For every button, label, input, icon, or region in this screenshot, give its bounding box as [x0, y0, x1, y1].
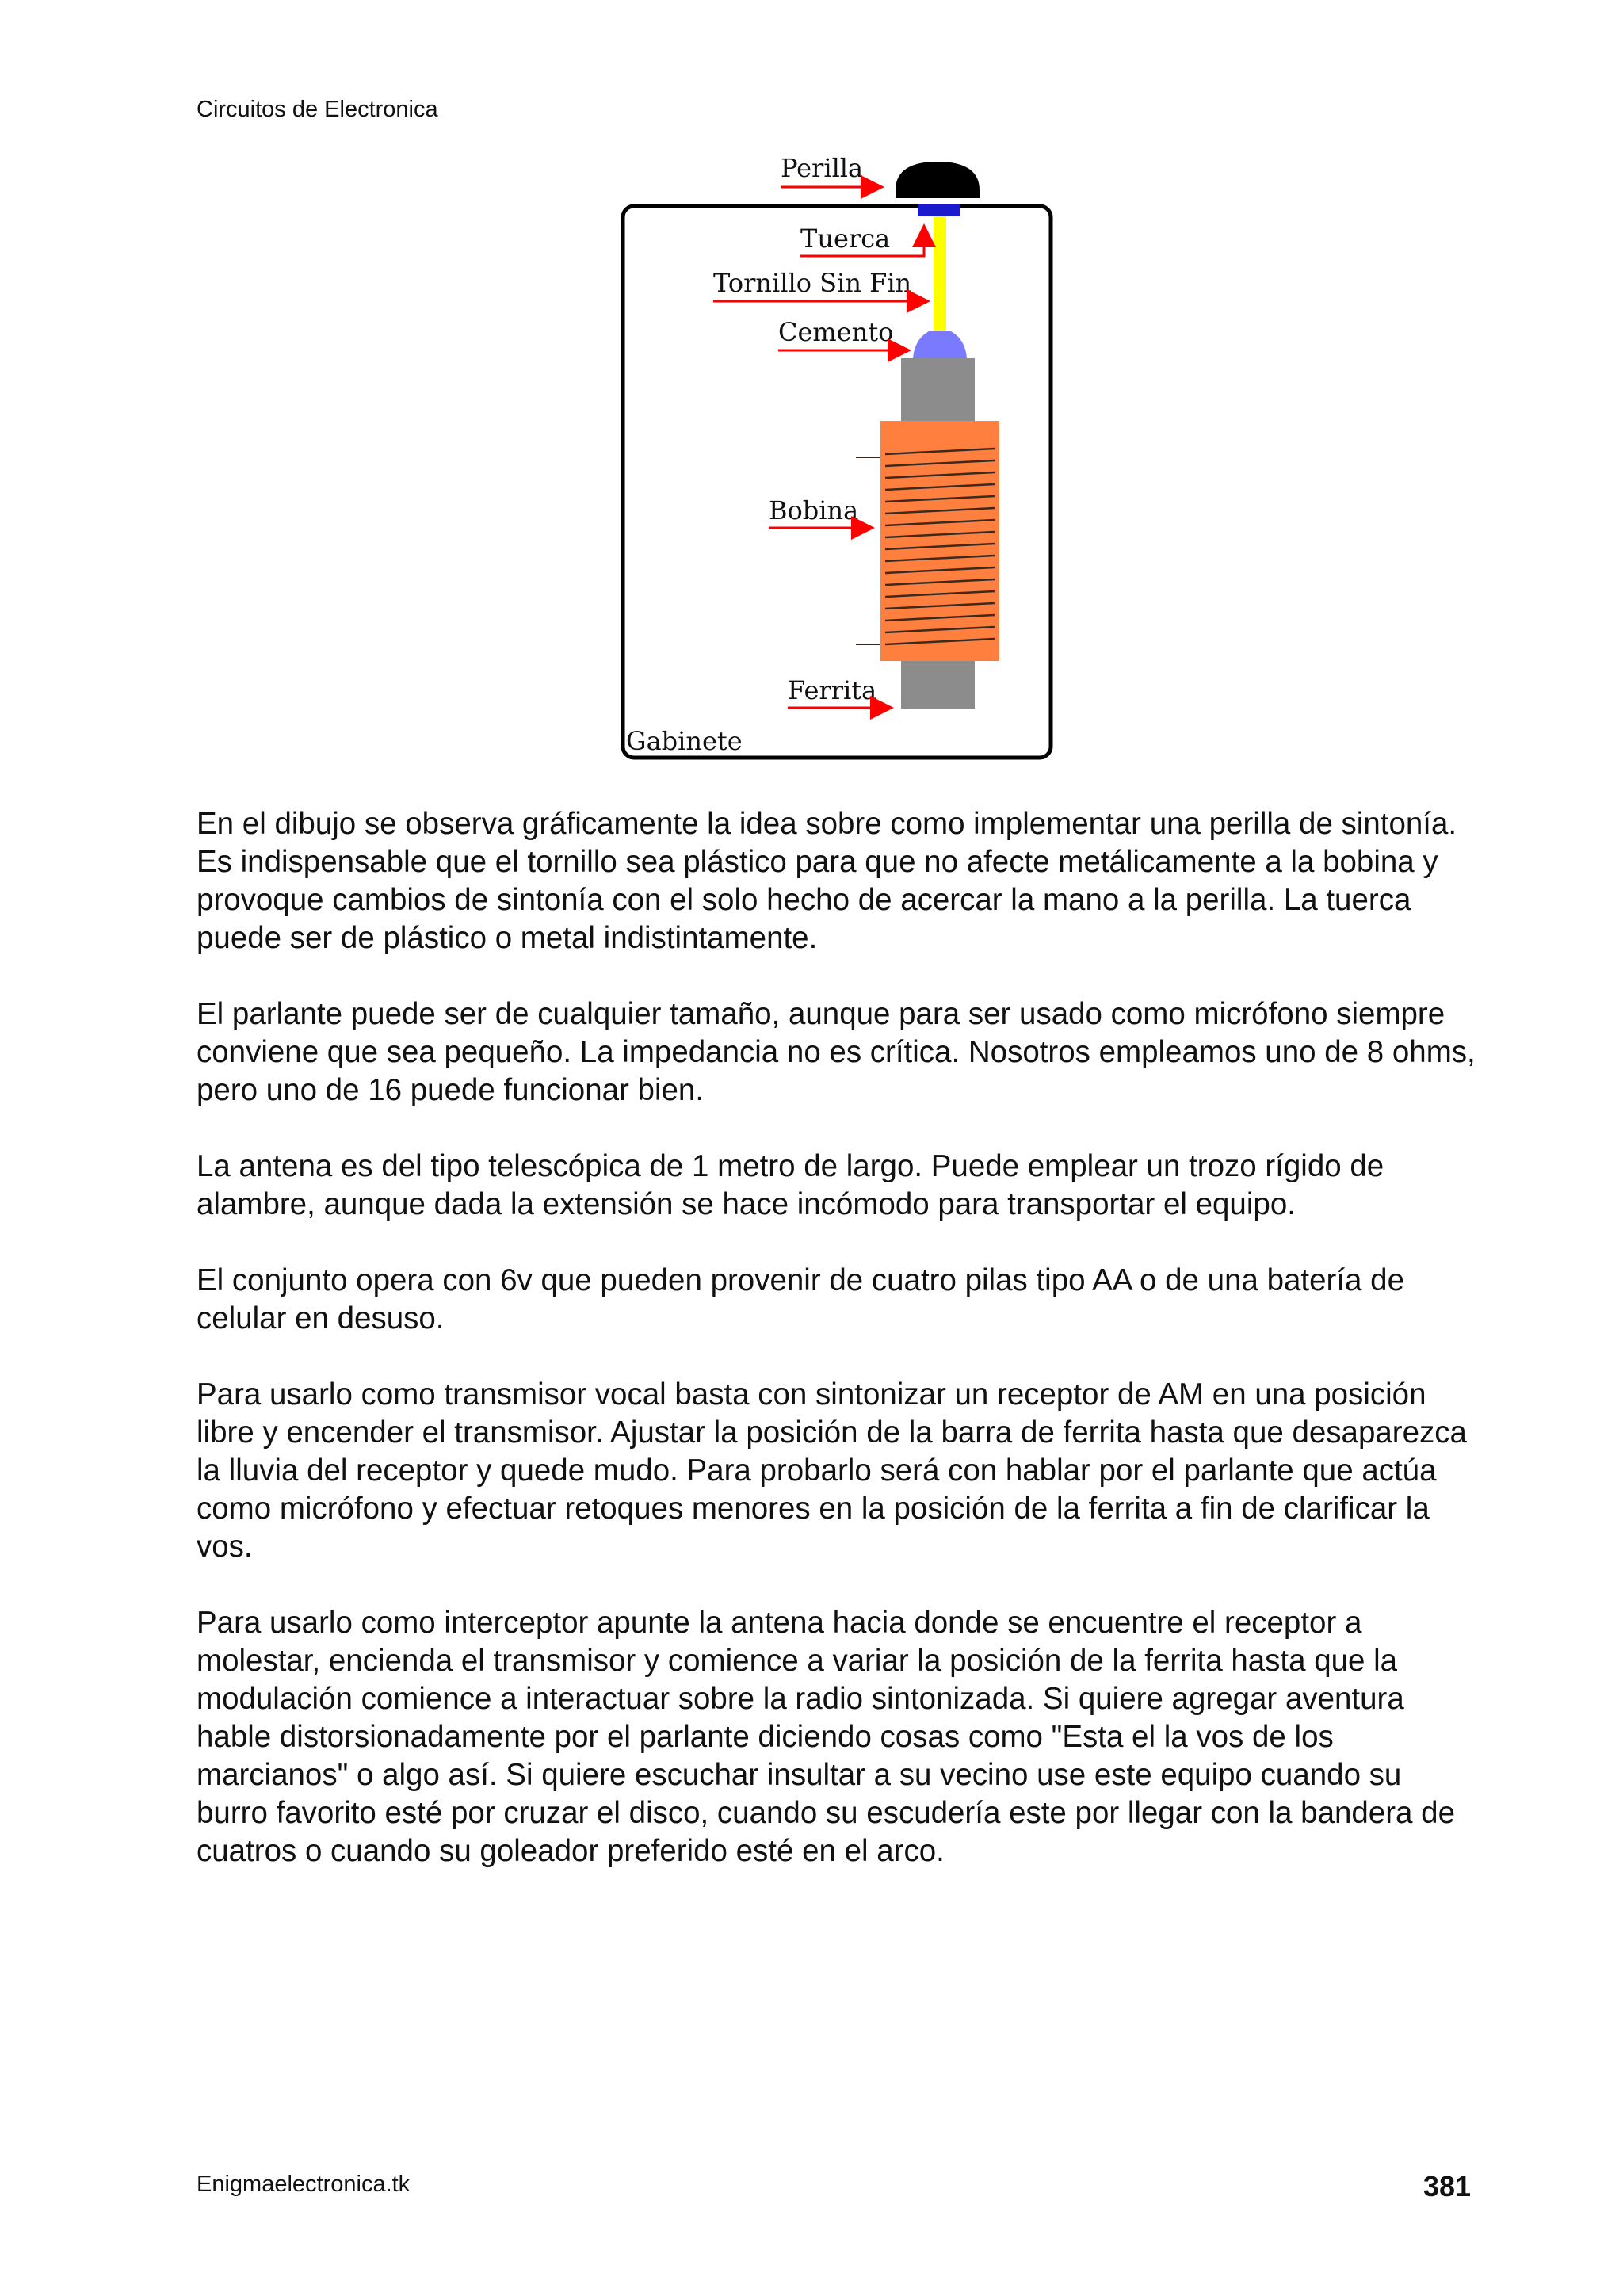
cement-shape — [913, 331, 967, 358]
paragraph: El parlante puede ser de cualquier tamaño, aunque para ser usado como micrófono siempre conviene que sea pequeño. La impedancia no es crítica. Nosotros empleamos uno de 8 ohms, pero uno de 16 puede funcionar bien. — [197, 997, 1476, 1107]
knob-shape — [896, 162, 980, 198]
running-header: Circuitos de Electronica — [197, 97, 438, 122]
label-coil: Bobina — [769, 495, 859, 525]
paragraph: Para usarlo como transmisor vocal basta con sintonizar un receptor de AM en una posición libre y encender el transmisor. Ajustar la posición de la barra de ferrita hasta que desaparezca la lluvia del receptor y quede mudo. Para probarlo será con hablar por el parlante que actúa como micrófono y efectuar retoques menores en la posición de la ferrita a fin de clarificar la vos. — [197, 1377, 1467, 1564]
screw-shape — [934, 216, 946, 332]
label-nut: Tuerca — [800, 223, 891, 254]
label-knob: Perilla — [781, 153, 864, 183]
paragraph: La antena es del tipo telescópica de 1 metro de largo. Puede emplear un trozo rígido de alambre, aunque dada la extensión se hace incómodo para transportar el equipo. — [197, 1149, 1384, 1221]
label-cabinet: Gabinete — [626, 726, 743, 756]
paragraph: El conjunto opera con 6v que pueden provenir de cuatro pilas tipo AA o de una batería de celular en desuso. — [197, 1263, 1404, 1335]
page-number: 381 — [1423, 2170, 1471, 2202]
paragraph: Para usarlo como interceptor apunte la antena hacia donde se encuentre el receptor a molestar, encienda el transmisor y comience a variar la posición de la ferrita hasta que la modulación comience a interactuar sobre la radio sintonizada. Si quiere agregar aventura hable distorsionadamente por el parlante diciendo cosas como "Esta el la vos de los marcianos" o algo así. Si quiere escuchar insultar a su vecino use este equipo cuando su burro favorito esté por cruzar el disco, cuando su escudería este por llegar con la bandera de cuatros o cuando su goleador preferido esté en el arco. — [197, 1606, 1455, 1868]
paragraph: En el dibujo se observa gráficamente la idea sobre como implementar una perilla de sintonía. Es indispensable que el tornillo sea plástico para que no afecte metálicamente a la bobina y provoque cambios de sintonía con el solo hecho de acercar la mano a la perilla. La tuerca puede ser de plástico o metal indistintamente. — [197, 807, 1457, 955]
coil-body — [880, 421, 999, 661]
label-screw: Tornillo Sin Fin — [713, 268, 912, 298]
footer-site: Enigmaelectronica.tk — [197, 2172, 411, 2197]
body-text — [197, 805, 1480, 1908]
nut-shape — [918, 204, 960, 216]
label-ferrite: Ferrita — [788, 675, 877, 705]
tuning-knob-diagram — [618, 151, 1062, 761]
label-cement: Cemento — [778, 317, 894, 347]
